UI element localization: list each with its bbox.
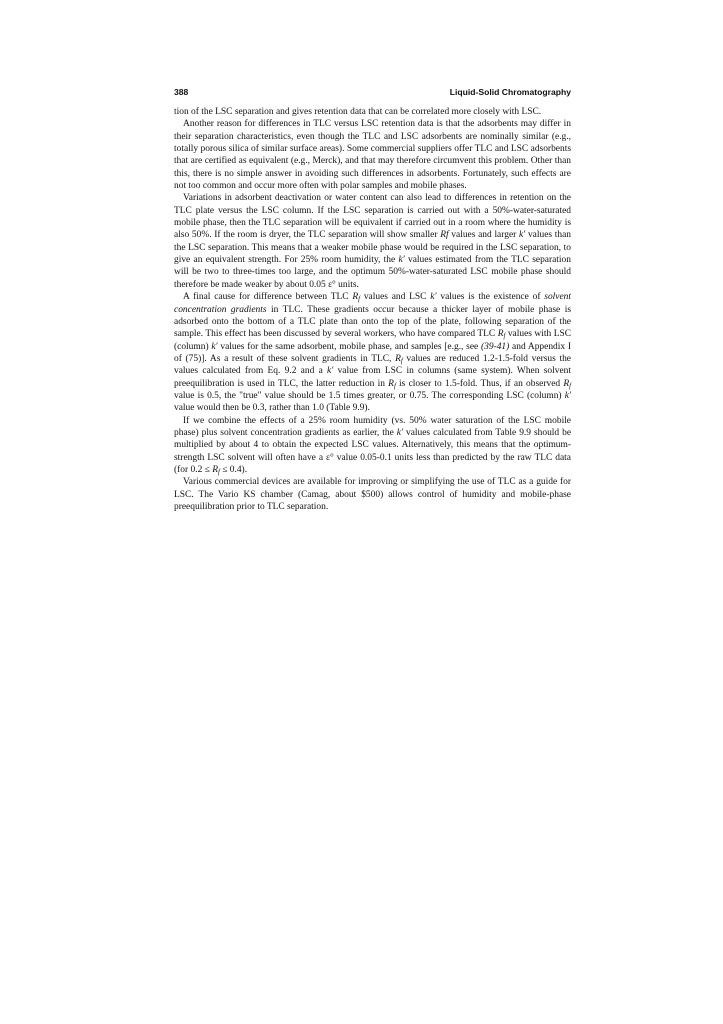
paragraph-1: tion of the LSC separation and gives retention data that can be correlated more closely with LSC. — [174, 107, 542, 117]
page-number: 388 — [174, 87, 189, 97]
paragraph-6: Various commercial devices are available for improving or simplifying the use of TLC as a guide for LSC. The Vario KS chamber (Camag, about $500) allows control of humidity and mobile-phase preequilibration prior to TLC separation. — [174, 477, 571, 512]
paragraph-3: Variations in adsorbent deactivation or water content can also lead to differences in retention on the TLC plate versus the LSC column. If the LSC separation is carried out with a 50%-water-saturated mobile phase, then the TLC separation will be equivalent if carried out in a room where the humidity is also 50%. If the room is dryer, the TLC separation will show smaller Rf values and larger k′ values than the LSC separation. This means that a weaker mobile phase would be required in the LSC separation, to give an equivalent strength. For 25% room humidity, the k′ values estimated from the TLC separation will be two to three-times too large, and the optimum 50%-water-saturated LSC mobile phase should therefore be made weaker by about 0.05 ε° units. — [174, 193, 572, 290]
running-header — [174, 87, 571, 101]
reference-citation: (39-41) — [480, 341, 510, 352]
page-body — [174, 106, 571, 513]
paragraph-5: If we combine the effects of a 25% room humidity (vs. 50% water saturation of the LSC mobile phase) plus solvent concentration gradients as earlier, the k′ values calculated from Table 9.9 should be multiplied by about 4 to obtain the expected LSC values. Alternatively, this means that the optimum-strength LSC solvent will often have a ε° value 0.05-0.1 units less than predicted by the raw TLC data (for $0.2 \le R_f \le 0.4$). — [174, 415, 572, 476]
book-page — [174, 87, 571, 513]
paragraph-2: Another reason for differences in TLC versus LSC retention data is that the adsorbents may differ in their separation characteristics, even though the TLC and LSC adsorbents are nominally similar (e.g., totally porous silica of similar surface areas). Some commercial suppliers offer TLC and LSC adsorbents that are certified as equivalent (e.g., Merck), and that may therefore circumvent this problem. Other than this, there is no simple answer in avoiding such differences in adsorbents. Fortunately, such effects are not too common and occur more often with polar samples and mobile phases. — [174, 119, 571, 192]
emphasis-term: solvent concentration gradients — [174, 292, 572, 315]
running-title: Liquid-Solid Chromatography — [449, 87, 571, 97]
paragraph-4: A final cause for difference between TLC $R_f$ values and LSC k′ values is the existence of solvent concentration gradients in TLC. These gradients occur because a thicker layer of mobile phase is adsorbed onto the bottom of a TLC plate than onto the top of the plate, following separation of the sample. This effect has been discussed by several workers, who have compared TLC $R_f$ values with LSC (column) k′ values for the same adsorbent, mobile phase, and samples [e.g., see (39-41) and Appendix I of (75)]. As a result of these solvent gradients in TLC, $R_f$ values are reduced 1.2-1.5-fold versus the values calculated from Eq. 9.2 and a k′ value from LSC in columns (same system). When solvent preequilibration is used in TLC, the latter reduction in $R_f$ is closer to 1.5-fold. Thus, if an observed $R_f$ value is 0.5, the "true" value should be 1.5 times greater, or 0.75. The corresponding LSC (column) k′ value would then be 0.3, rather than 1.0 (Table 9.9). — [174, 292, 572, 414]
